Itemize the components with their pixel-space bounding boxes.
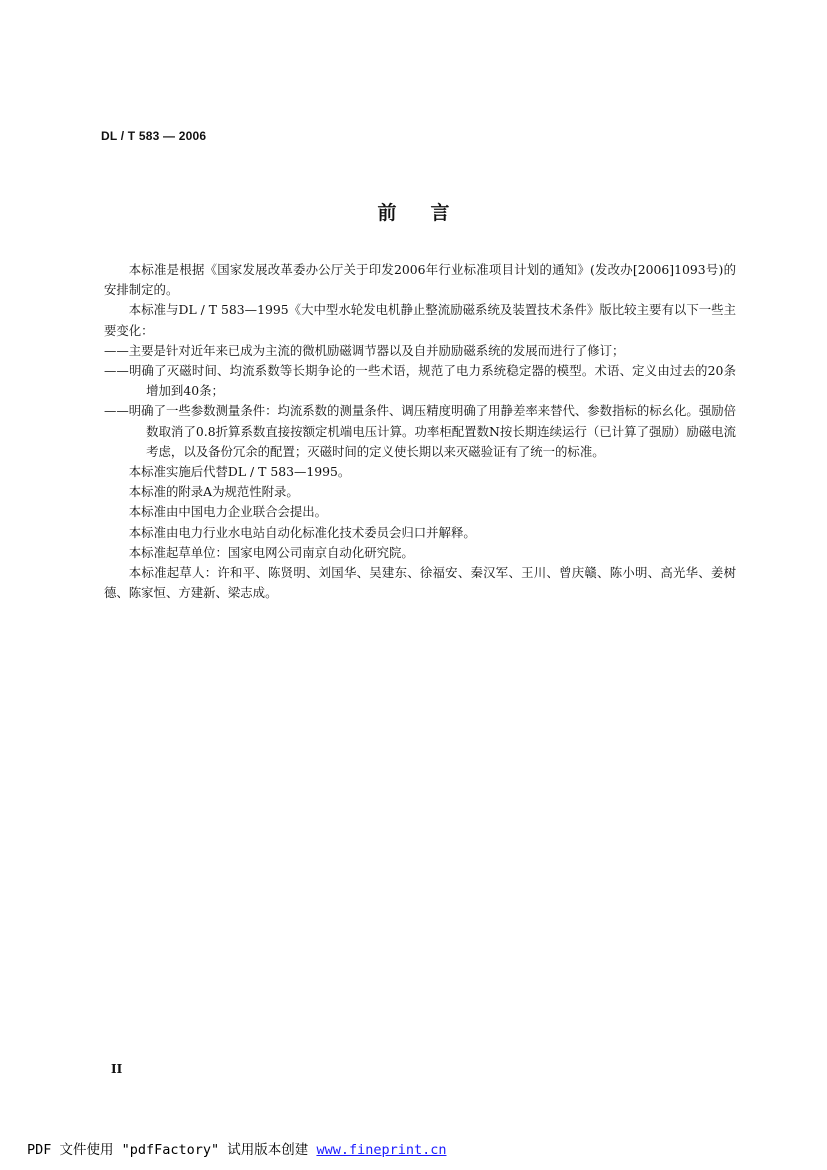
paragraph-drafting-unit: 本标准起草单位：国家电网公司南京自动化研究院。 <box>128 544 414 560</box>
standard-code: DL / T 583 — 2006 <box>101 129 207 143</box>
foreword-body <box>104 260 736 603</box>
paragraph-responsible: 本标准由电力行业水电站自动化标准化技术委员会归口并解释。 <box>128 524 476 540</box>
pdf-footer <box>27 1138 446 1158</box>
page-number: II <box>111 1062 123 1076</box>
change-item-2: ——明确了灭磁时间、均流系数等长期争论的一些术语，规范了电力系统稳定器的模型。术语、定义由过去的20条增加到40条； <box>104 363 736 399</box>
change-item-3: ——明确了一些参数测量条件：均流系数的测量条件、调压精度明确了用静差率来替代、参数指标的标幺化。强励倍数取消了0.8折算系数直接按额定机端电压计算。功率柜配置数N按长期连续运行（已计算了强励）励磁电流考虑，以及备份冗余的配置；灭磁时间的定义使长期以来灭磁验证有了统一的标准。 <box>104 403 736 459</box>
change-item-1: ——主要是针对近年来已成为主流的微机励磁调节器以及自并励励磁系统的发展而进行了修订； <box>104 342 625 358</box>
paragraph-proposer: 本标准由中国电力企业联合会提出。 <box>128 504 328 520</box>
footer-link[interactable]: www.fineprint.cn <box>316 1142 447 1158</box>
paragraph-changes-intro: 本标准与DL / T 583—1995《大中型水轮发电机静止整流励磁系统及装置技术条件》版比较主要有以下一些主要变化： <box>104 302 736 338</box>
paragraph-replaces: 本标准实施后代替DL / T 583—1995。 <box>128 464 351 480</box>
paragraph-drafters: 本标准起草人：许和平、陈贤明、刘国华、吴建东、徐福安、秦汉军、王川、曾庆赣、陈小明、高光华、姜树德、陈家恒、方建新、梁志成。 <box>104 565 736 601</box>
paragraph-appendix: 本标准的附录A为规范性附录。 <box>128 484 299 500</box>
footer-text: PDF 文件使用 "pdfFactory" 试用版本创建 <box>27 1142 317 1158</box>
paragraph-basis: 本标准是根据《国家发展改革委办公厅关于印发2006年行业标准项目计划的通知》(发改办[2006]1093号)的安排制定的。 <box>104 262 736 298</box>
page-title: 前言 <box>377 202 484 224</box>
